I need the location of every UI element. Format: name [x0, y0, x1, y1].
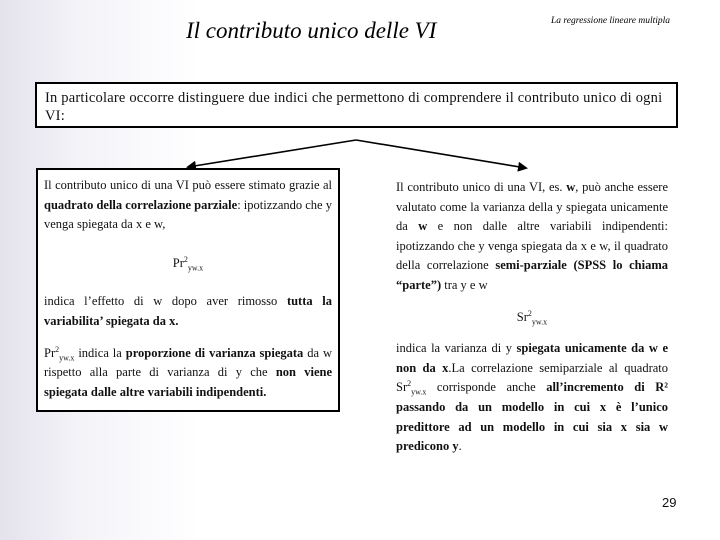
right-paragraph-1: Il contributo unico di una VI, es. w, può anche essere valutato come la varianza della y spiegata unicamente da w e non dalle altre variabili indipendenti: ipotizzando che y venga spiegata da x e w, il quadrato della correlazione semi-parziale (SPSS lo chiama “parte”) tra y e w [396, 180, 669, 292]
left-paragraph-2: indica l’effetto di w dopo aver rimosso tutta la variabilita’ spiegata da x. [44, 294, 332, 328]
semipartial-correlation-column [396, 178, 668, 457]
intro-text: In particolare occorre distinguere due indici che permettono di comprendere il contributo unico di ogni VI: [45, 90, 663, 124]
left-paragraph-3: $Pr^2_{yw.x}$ indica la proporzione di varianza spiegata da w rispetto alla parte di varianza di y che non viene spiegata dalle altre variabili indipendenti. [44, 344, 332, 399]
partial-correlation-box [36, 168, 340, 412]
semipartial-correlation-formula: $Sr^2_{yw.x}$ [516, 308, 548, 327]
page-number: 29 [662, 495, 677, 510]
arrow-right [356, 140, 526, 168]
slide-title: Il contributo unico delle VI [186, 18, 437, 43]
right-paragraph-2: indica la varianza di y spiegata unicamente da w e non da x.La correlazione semiparziale al quadrato $Sr^2_{yw.x}$ corrisponde anche all’incremento di R² passando da un modello in cui x è l’unico predittore ad un modello in cui sia x sia w predicono y. [396, 341, 669, 454]
arrow-left [188, 140, 356, 167]
partial-correlation-formula: $Pr^2_{yw.x}$ [172, 254, 204, 273]
header-subject: La regressione lineare multipla [551, 16, 671, 26]
left-paragraph-1: Il contributo unico di una VI può essere stimato grazie al quadrato della correlazione parziale: ipotizzando che y venga spiegata da x e w, [44, 178, 332, 232]
